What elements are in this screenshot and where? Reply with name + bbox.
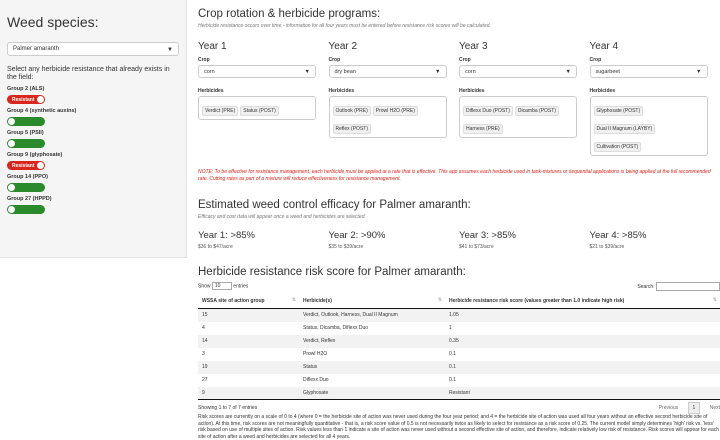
search-label: Search: xyxy=(637,284,654,290)
previous-button[interactable]: Previous xyxy=(659,405,678,411)
column-header-text: WSSA site of action group xyxy=(202,298,265,304)
weed-species-select[interactable] xyxy=(7,42,179,56)
table-header-row xyxy=(198,294,720,309)
herbicide-chip[interactable]: Reflex (POST) xyxy=(333,124,372,134)
crop-label: Crop xyxy=(329,57,452,63)
herbicide-chip[interactable]: Outlook (PRE) xyxy=(333,106,371,116)
sidebar-title: Weed species: xyxy=(7,14,179,30)
table-cell: 27 xyxy=(198,374,299,387)
table-cell: Glyphosate xyxy=(299,387,445,400)
herbicide-chip[interactable]: Verdict (PRE) xyxy=(202,106,238,116)
table-cell: Prowl H2O xyxy=(299,348,445,361)
herbicide-chip[interactable]: Prowl H2O (PRE) xyxy=(373,106,418,116)
year-2-column xyxy=(329,41,460,156)
year-3-herbicides-input[interactable] xyxy=(459,96,577,138)
herbicides-label: Herbicides xyxy=(198,88,321,94)
toggle-knob xyxy=(8,184,15,191)
table-cell: Diflexx Duo xyxy=(299,374,445,387)
column-header-sog[interactable] xyxy=(198,294,299,309)
efficacy-cost: $35 to $39/acre xyxy=(329,244,460,250)
chevron-down-icon: ▼ xyxy=(167,47,173,53)
herbicides-label: Herbicides xyxy=(590,88,713,94)
group-label-2: Group 2 (ALS) xyxy=(7,86,179,92)
toggle-knob xyxy=(8,140,15,147)
risk-table xyxy=(198,294,720,400)
toggle-group-9[interactable] xyxy=(7,161,45,170)
table-row xyxy=(198,335,720,348)
table-row xyxy=(198,361,720,374)
year-title: Year 3 xyxy=(459,41,582,52)
toggle-group-14[interactable] xyxy=(7,183,45,192)
table-cell: Resistant xyxy=(445,387,720,400)
year-columns xyxy=(198,41,720,156)
herbicides-label: Herbicides xyxy=(459,88,582,94)
year-1-crop-select[interactable] xyxy=(198,65,316,78)
efficacy-cost: $36 to $47/acre xyxy=(198,244,329,250)
efficacy-year-3 xyxy=(459,230,590,250)
entries-length-control xyxy=(198,282,248,291)
herbicide-chip[interactable]: Dicamba (POST) xyxy=(515,106,559,116)
rotation-subtitle: Herbicide resistance occurs over time - information for all four years must be entered before resistance risk scores will be calculated. xyxy=(198,23,720,29)
table-row xyxy=(198,387,720,400)
table-row xyxy=(198,348,720,361)
crop-value: corn xyxy=(465,69,476,75)
year-3-crop-select[interactable] xyxy=(459,65,577,78)
risk-title: Herbicide resistance risk score for Palmer amaranth: xyxy=(198,266,720,278)
efficacy-subtitle: Efficacy and cost data will appear once a weed and herbicides are selected. xyxy=(198,214,720,220)
table-cell: 1.05 xyxy=(445,309,720,322)
toggle-knob xyxy=(37,96,44,103)
table-row xyxy=(198,309,720,322)
chevron-down-icon: ▼ xyxy=(305,69,310,75)
group-label-5: Group 5 (PSII) xyxy=(7,130,179,136)
column-header-risk[interactable] xyxy=(445,294,720,309)
crop-label: Crop xyxy=(590,57,713,63)
table-cell: 4 xyxy=(198,322,299,335)
table-cell: 9 xyxy=(198,387,299,400)
main-panel xyxy=(198,0,720,440)
sort-icon: ⇅ xyxy=(438,297,442,303)
crop-label: Crop xyxy=(459,57,582,63)
show-label: Show xyxy=(198,283,211,289)
table-row xyxy=(198,322,720,335)
entries-label: entries xyxy=(233,283,248,289)
toggle-group-27[interactable] xyxy=(7,205,45,214)
crop-value: sugarbeet xyxy=(596,69,620,75)
column-header-text: Herbicide(s) xyxy=(303,298,332,304)
table-cell: Status, Dicamba, Diflexx Duo xyxy=(299,322,445,335)
year-title: Year 1 xyxy=(198,41,321,52)
column-header-text: Herbicide resistance risk score (values greater than 1.0 indicate high risk) xyxy=(449,298,624,304)
pagination xyxy=(651,405,720,411)
group-label-27: Group 27 (HPPD) xyxy=(7,196,179,202)
sort-icon: ⇅ xyxy=(713,297,717,303)
efficacy-value: Year 4: >85% xyxy=(590,230,720,241)
entries-select[interactable]: 10 xyxy=(212,282,232,290)
toggle-label: Resistant xyxy=(12,163,35,169)
herbicide-chip[interactable]: Diflexx Duo (POST) xyxy=(463,106,513,116)
efficacy-title: Estimated weed control efficacy for Palmer amaranth: xyxy=(198,199,720,211)
toggle-knob xyxy=(8,206,15,213)
next-button[interactable]: Next xyxy=(710,405,720,411)
year-4-herbicides-input[interactable] xyxy=(590,96,708,156)
group-label-9: Group 9 (glyphosate) xyxy=(7,152,179,158)
year-3-column xyxy=(459,41,590,156)
crop-value: dry bean xyxy=(335,69,356,75)
efficacy-value: Year 1: >85% xyxy=(198,230,329,241)
page-1-button[interactable]: 1 xyxy=(688,402,701,414)
table-cell: 14 xyxy=(198,335,299,348)
resistance-prompt: Select any herbicide resistance that already exists in the field: xyxy=(7,66,179,82)
herbicide-chip[interactable]: Status (POST) xyxy=(240,106,279,116)
table-cell: Verdict, Reflex xyxy=(299,335,445,348)
table-footer xyxy=(198,405,720,411)
herbicides-label: Herbicides xyxy=(329,88,452,94)
year-1-herbicides-input[interactable] xyxy=(198,96,316,120)
efficacy-value: Year 2: >90% xyxy=(329,230,460,241)
table-cell: 1 xyxy=(445,322,720,335)
year-2-crop-select[interactable] xyxy=(329,65,447,78)
weed-species-value: Palmer amaranth xyxy=(13,46,59,52)
crop-value: corn xyxy=(204,69,215,75)
year-4-crop-select[interactable] xyxy=(590,65,708,78)
efficacy-year-4 xyxy=(590,230,720,250)
toggle-knob xyxy=(37,162,44,169)
efficacy-value: Year 3: >85% xyxy=(459,230,590,241)
year-2-herbicides-input[interactable] xyxy=(329,96,447,138)
sidebar xyxy=(0,0,187,258)
crop-label: Crop xyxy=(198,57,321,63)
chevron-down-icon: ▼ xyxy=(435,69,440,75)
rotation-title: Crop rotation & herbicide programs: xyxy=(198,8,720,20)
chevron-down-icon: ▼ xyxy=(696,69,701,75)
table-cell: 15 xyxy=(198,309,299,322)
herbicide-chip[interactable]: Cultivation (POST) xyxy=(594,142,642,152)
rate-note: NOTE: To be effective for resistance management, each herbicide must be applied at a rate that is effective. This app assumes each herbicide used in tank-mixtures or sequential applications is being applied at the full recommended rate. Cutting rates as part of a mixture will reduce effectiveness for resistance management. xyxy=(198,169,720,183)
table-controls xyxy=(198,282,720,291)
year-title: Year 2 xyxy=(329,41,452,52)
table-row xyxy=(198,374,720,387)
chevron-down-icon: ▼ xyxy=(566,69,571,75)
group-label-14: Group 14 (PPO) xyxy=(7,174,179,180)
table-info: Showing 1 to 7 of 7 entries xyxy=(198,405,257,411)
efficacy-row xyxy=(198,230,720,250)
herbicide-chip[interactable]: Harness (PRE) xyxy=(463,124,503,134)
efficacy-year-2 xyxy=(329,230,460,250)
toggle-group-2[interactable] xyxy=(7,95,45,104)
efficacy-cost: $41 to $73/acre xyxy=(459,244,590,250)
table-cell: 0.35 xyxy=(445,335,720,348)
year-4-column xyxy=(590,41,720,156)
herbicide-chip[interactable]: Dual II Magnum (LAYBY) xyxy=(594,124,656,134)
toggle-group-4[interactable] xyxy=(7,117,45,126)
efficacy-year-1 xyxy=(198,230,329,250)
table-cell: 3 xyxy=(198,348,299,361)
sort-icon: ⇅ xyxy=(292,297,296,303)
search-input[interactable] xyxy=(656,282,720,291)
year-1-column xyxy=(198,41,329,156)
table-cell: 0.1 xyxy=(445,348,720,361)
group-label-4: Group 4 (synthetic auxins) xyxy=(7,108,179,114)
table-cell: 0.1 xyxy=(445,374,720,387)
column-header-herbicides[interactable] xyxy=(299,294,445,309)
table-cell: Status xyxy=(299,361,445,374)
toggle-group-5[interactable] xyxy=(7,139,45,148)
table-cell: 19 xyxy=(198,361,299,374)
year-title: Year 4 xyxy=(590,41,713,52)
risk-footnote: Risk scores are currently on a scale of 0 to 4 (where 0 = the herbicide site of action was never used during the four year period; and 4 = the herbicide site of action was used all four years without an effective second herbicide site of action). At this time, risk scores are not meaningfully quantitative - that is, a risk score value of 0.5 is not necessarily twice as likely to select for resistance as a risk score of 0.25. The current model simply determines 'high' risk vs. 'less' risk based on use of multiple sites of action. Risk values less than 1 indicate a site of action was never used without a second effective site of action, and therefore, indicate relatively low risk of resistance. Risk scores will appear for each site of action after a weed and herbicides are selected for all 4 years. xyxy=(198,414,720,440)
toggle-label: Resistant xyxy=(12,97,35,103)
efficacy-cost: $21 to $39/acre xyxy=(590,244,720,250)
table-cell: 0.1 xyxy=(445,361,720,374)
search-control xyxy=(637,282,720,291)
toggle-knob xyxy=(8,118,15,125)
table-cell: Verdict, Outlook, Harness, Dual II Magnum xyxy=(299,309,445,322)
herbicide-chip[interactable]: Glyphosate (POST) xyxy=(594,106,644,116)
